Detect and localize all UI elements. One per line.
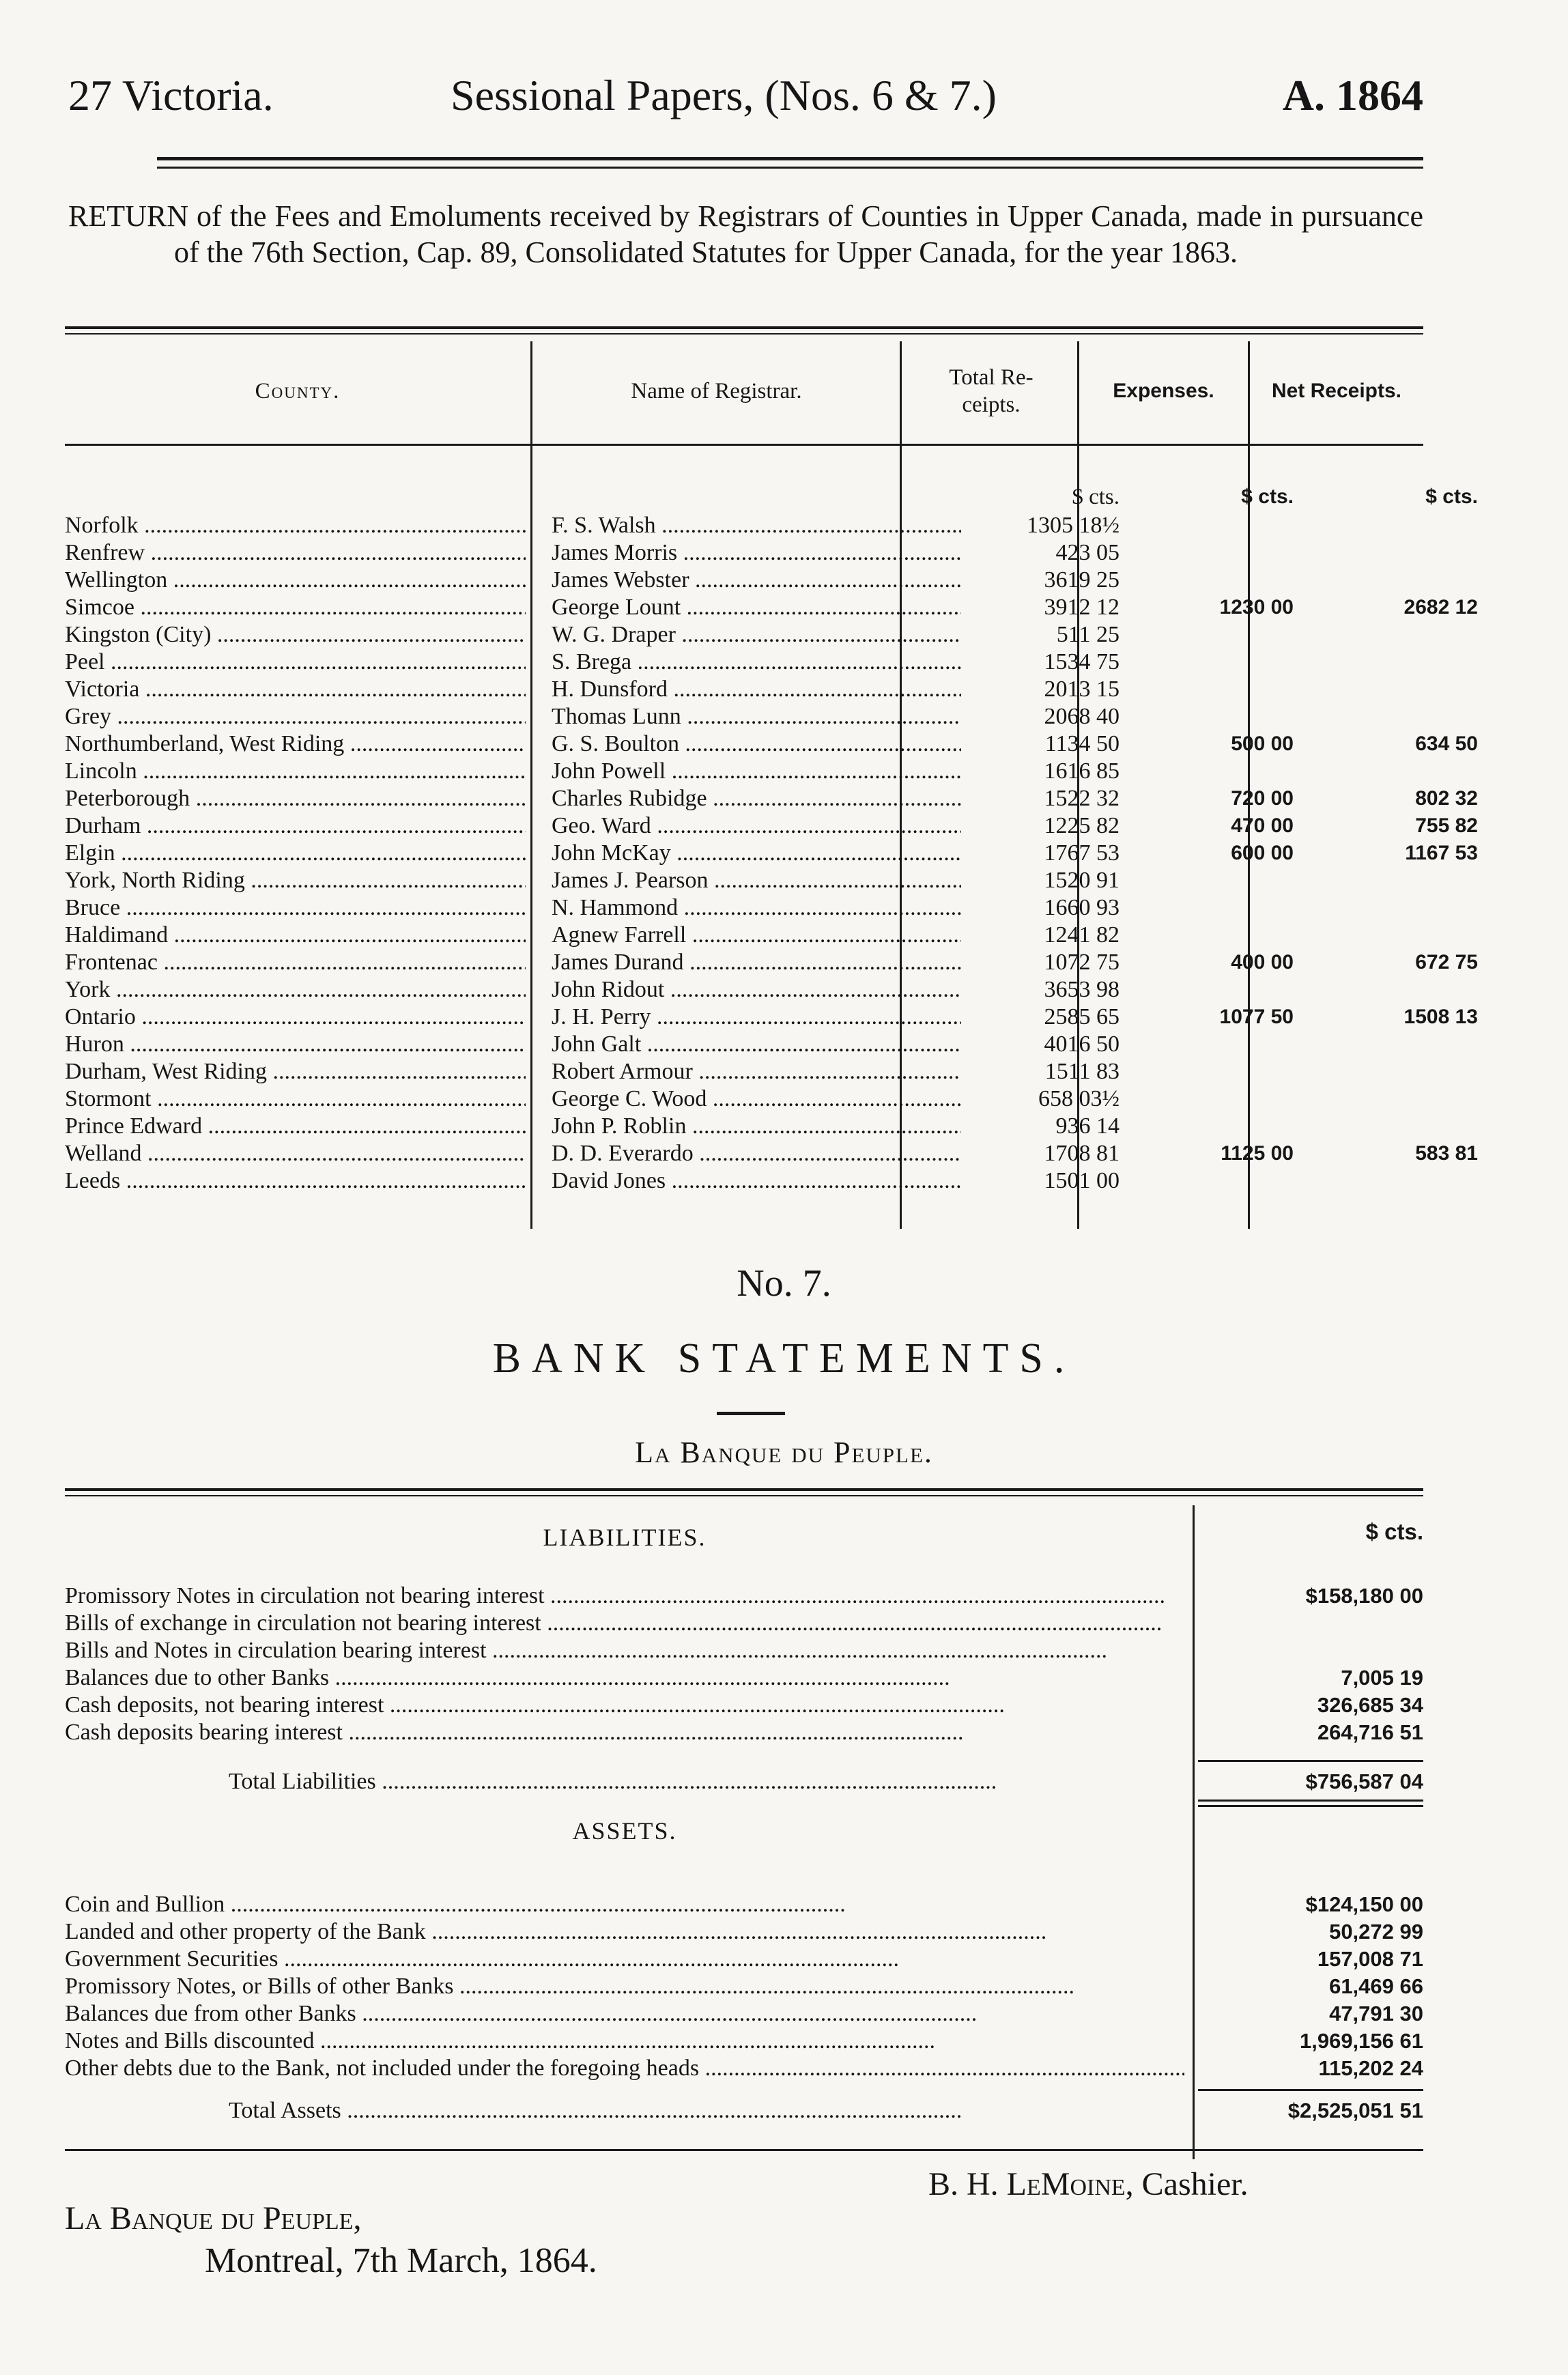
total-liabilities-label: Total Liabilities ..... [229, 1768, 1184, 1795]
statement-row [65, 1946, 1423, 1973]
table-row [65, 567, 1423, 594]
total-receipts-cell: 3912 12 [1044, 595, 1120, 620]
table-row [65, 976, 1423, 1004]
item-label: Cash deposits bearing interest ..... [65, 1719, 1184, 1746]
net-receipts-cell: 755 82 [1415, 814, 1478, 837]
item-label: Coin and Bullion ..... [65, 1891, 1184, 1918]
registrar-cell: F. S. Walsh ..... [552, 512, 961, 539]
registrar-cell: John P. Roblin ..... [552, 1113, 961, 1140]
bank-statement [65, 1488, 1423, 2150]
table-row [65, 1140, 1478, 1167]
assets-heading: ASSETS. [572, 1817, 677, 1845]
net-receipts-column-header: Net Receipts. [1271, 380, 1402, 402]
sum-rule [1198, 1800, 1423, 1802]
header-rule [157, 157, 1423, 160]
total-receipts-cell: 423 05 [1055, 540, 1120, 565]
registrar-cell: S. Brega ..... [552, 649, 961, 676]
section-title: BANK STATEMENTS. [492, 1335, 1076, 1382]
item-amount: $124,150 00 [1305, 1892, 1423, 1916]
total-receipts-column-header: Total Re-ceipts. [949, 365, 1034, 417]
registrar-cell: John Powell ..... [552, 758, 961, 785]
county-cell: Grey ..... [65, 703, 526, 730]
net-receipts-cell: 583 81 [1415, 1142, 1478, 1165]
total-receipts-cell: 1616 85 [1044, 758, 1120, 784]
total-receipts-cell: 1767 53 [1044, 840, 1120, 866]
table-row [65, 703, 1423, 730]
registrar-cell: George Lount ..... [552, 594, 961, 621]
total-receipts-cell: 4016 50 [1044, 1032, 1120, 1057]
total-receipts-cell: 1520 91 [1044, 868, 1120, 893]
table-row [65, 812, 1478, 840]
county-cell: Welland ..... [65, 1140, 526, 1167]
item-label: Cash deposits, not bearing interest ..... [65, 1692, 1184, 1719]
registrar-rows [65, 512, 1478, 1195]
registrar-cell: James Durand ..... [552, 949, 961, 976]
sum-rule [1198, 1760, 1423, 1762]
amount-units: $ cts. [1365, 1519, 1423, 1544]
net-receipts-cell: 1508 13 [1403, 1006, 1478, 1028]
cashier-signature [928, 2164, 1249, 2205]
section-number: No. 7. [737, 1262, 831, 1305]
registrar-cell: David Jones ..... [552, 1167, 961, 1195]
table-row [65, 1004, 1478, 1031]
county-cell: York ..... [65, 976, 526, 1004]
county-cell: Wellington ..... [65, 567, 526, 594]
table-row [65, 785, 1478, 812]
registrar-cell: George C. Wood ..... [552, 1085, 961, 1113]
statement-row [65, 2028, 1423, 2055]
header-rule [157, 167, 1423, 169]
table-row [65, 949, 1478, 976]
item-amount: 1,969,156 61 [1299, 2029, 1423, 2053]
registrar-cell: Robert Armour ..... [552, 1058, 961, 1085]
registrar-cell: J. H. Perry ..... [552, 1004, 961, 1031]
expenses-cell: 400 00 [1231, 951, 1294, 973]
registrar-cell: John Ridout ..... [552, 976, 961, 1004]
total-receipts-cell: 1134 50 [1044, 731, 1120, 756]
registrar-cell: James Webster ..... [552, 567, 961, 594]
expenses-cell: 1125 00 [1221, 1142, 1294, 1165]
total-assets-amount: $2,525,051 51 [1287, 2099, 1423, 2122]
expenses-units: $ cts. [1241, 485, 1294, 508]
net-receipts-cell: 672 75 [1415, 951, 1478, 973]
table-row [65, 840, 1478, 867]
item-label: Bills and Notes in circulation bearing interest ..... [65, 1637, 1184, 1664]
item-label: Promissory Notes, or Bills of other Banks ..... [65, 1973, 1184, 2000]
table-row [65, 1113, 1423, 1140]
county-cell: Durham, West Riding ..... [65, 1058, 526, 1085]
county-cell: Leeds ..... [65, 1167, 526, 1195]
table-row [65, 676, 1423, 703]
item-amount: 47,791 30 [1329, 2002, 1423, 2025]
statement-rule [65, 1488, 1423, 1491]
county-cell: Peel ..... [65, 649, 526, 676]
table-rule [65, 333, 1423, 335]
county-cell: York, North Riding ..... [65, 867, 526, 894]
title-dash [717, 1412, 785, 1415]
total-assets-row [65, 2097, 1423, 2124]
county-cell: Northumberland, West Riding ..... [65, 730, 526, 758]
sessional-papers-label: Sessional Papers, (Nos. 6 & 7.) [451, 71, 997, 119]
table-row [65, 621, 1423, 649]
statement-rule [65, 1495, 1423, 1496]
item-amount: 264,716 51 [1317, 1720, 1423, 1744]
statement-row [65, 2055, 1423, 2082]
table-row [65, 730, 1478, 758]
county-cell: Frontenac ..... [65, 949, 526, 976]
registrar-cell: Agnew Farrell ..... [552, 922, 961, 949]
item-label: Bills of exchange in circulation not bearing interest ..... [65, 1610, 1184, 1637]
item-label: Balances due to other Banks ..... [65, 1664, 1184, 1692]
expenses-cell: 720 00 [1231, 787, 1294, 810]
county-cell: Peterborough ..... [65, 785, 526, 812]
registrar-cell: Thomas Lunn ..... [552, 703, 961, 730]
total-receipts-cell: 1501 00 [1044, 1168, 1120, 1193]
total-receipts-cell: 1522 32 [1044, 786, 1120, 811]
county-cell: Haldimand ..... [65, 922, 526, 949]
sum-rule [1198, 2089, 1423, 2091]
total-receipts-cell: 1225 82 [1044, 813, 1120, 838]
registrar-cell: James J. Pearson ..... [552, 867, 961, 894]
table-row [65, 1085, 1423, 1113]
registrar-cell: D. D. Everardo ..... [552, 1140, 961, 1167]
expenses-cell: 1077 50 [1219, 1006, 1294, 1028]
item-label: Government Securities ..... [65, 1946, 1184, 1973]
net-receipts-cell: 802 32 [1415, 787, 1478, 810]
county-column-header: County. [255, 379, 341, 403]
table-row [65, 539, 1423, 567]
item-amount: 7,005 19 [1341, 1666, 1423, 1690]
total-receipts-cell: 1072 75 [1044, 950, 1120, 975]
total-receipts-cell: 3619 25 [1044, 567, 1120, 593]
item-amount: 115,202 24 [1318, 2056, 1423, 2080]
registrar-cell: John Galt ..... [552, 1031, 961, 1058]
total-receipts-cell: 936 14 [1055, 1113, 1120, 1139]
registrar-cell: James Morris ..... [552, 539, 961, 567]
table-row [65, 1167, 1423, 1195]
registrar-cell: Geo. Ward ..... [552, 812, 961, 840]
item-amount: 61,469 66 [1329, 1974, 1423, 1998]
total-receipts-cell: 1534 75 [1044, 649, 1120, 674]
signature-place-date: Montreal, 7th March, 1864. [205, 2241, 597, 2280]
registrar-cell: G. S. Boulton ..... [552, 730, 961, 758]
item-amount: 50,272 99 [1329, 1920, 1423, 1944]
statement-row [65, 1582, 1423, 1610]
sum-rule [1198, 1805, 1423, 1807]
registrar-cell: H. Dunsford ..... [552, 676, 961, 703]
table-row [65, 758, 1423, 785]
statement-row [65, 1891, 1423, 1918]
item-label: Other debts due to the Bank, not included under the foregoing heads ..... [65, 2055, 1184, 2082]
bank-name: La Banque du Peuple. [635, 1436, 933, 1469]
net-receipts-cell: 634 50 [1415, 733, 1478, 755]
net-receipts-cell: 1167 53 [1405, 842, 1478, 864]
table-row [65, 894, 1423, 922]
county-cell: Stormont ..... [65, 1085, 526, 1113]
county-cell: Norfolk ..... [65, 512, 526, 539]
statement-row [65, 1918, 1423, 1946]
cashier-name: B. H. LeMoine, [928, 2166, 1134, 2202]
total-units: $ cts. [1072, 485, 1120, 509]
county-cell: Kingston (City) ..... [65, 621, 526, 649]
total-receipts-cell: 1708 81 [1044, 1141, 1120, 1166]
expenses-cell: 500 00 [1231, 733, 1294, 755]
table-row [65, 1031, 1423, 1058]
table-rule [65, 326, 1423, 329]
total-receipts-cell: 658 03½ [1038, 1086, 1120, 1111]
statement-rule [65, 2149, 1423, 2151]
total-receipts-cell: 2013 15 [1044, 677, 1120, 702]
running-header [68, 68, 1423, 123]
table-rule [65, 444, 1423, 446]
volume-label: 27 Victoria. [68, 71, 274, 119]
item-label: Landed and other property of the Bank ..... [65, 1918, 1184, 1946]
statement-row [65, 1719, 1423, 1746]
county-cell: Durham ..... [65, 812, 526, 840]
county-cell: Elgin ..... [65, 840, 526, 867]
table-row [65, 512, 1423, 539]
county-cell: Lincoln ..... [65, 758, 526, 785]
county-cell: Prince Edward ..... [65, 1113, 526, 1140]
item-label: Notes and Bills discounted ..... [65, 2028, 1184, 2055]
registrars-table [65, 326, 1478, 1221]
statement-row [65, 1692, 1423, 1719]
registrar-column-header: Name of Registrar. [631, 379, 802, 403]
county-cell: Ontario ..... [65, 1004, 526, 1031]
table-row [65, 922, 1423, 949]
table-row [65, 594, 1478, 621]
liabilities-heading: LIABILITIES. [543, 1524, 707, 1551]
table-row [65, 649, 1423, 676]
net-receipts-cell: 2682 12 [1403, 596, 1478, 618]
cashier-title: Cashier. [1141, 2166, 1249, 2202]
total-receipts-cell: 1241 82 [1044, 922, 1120, 948]
registrar-cell: N. Hammond ..... [552, 894, 961, 922]
registrar-cell: Charles Rubidge ..... [552, 785, 961, 812]
year-label: A. 1864 [1282, 71, 1423, 119]
total-liabilities-amount: $756,587 04 [1305, 1769, 1423, 1793]
item-amount: 326,685 34 [1317, 1693, 1423, 1717]
registrar-cell: W. G. Draper ..... [552, 621, 961, 649]
registrar-cell: John McKay ..... [552, 840, 961, 867]
total-receipts-cell: 3653 98 [1044, 977, 1120, 1002]
total-receipts-cell: 1660 93 [1044, 895, 1120, 920]
statement-row [65, 2000, 1423, 2028]
county-cell: Bruce ..... [65, 894, 526, 922]
total-assets-label: Total Assets ..... [229, 2097, 1184, 2124]
county-cell: Victoria ..... [65, 676, 526, 703]
item-amount: $158,180 00 [1305, 1584, 1423, 1608]
net-units: $ cts. [1425, 485, 1478, 508]
statement-row [65, 1973, 1423, 2000]
statement-row [65, 1637, 1423, 1664]
expenses-cell: 600 00 [1231, 842, 1294, 864]
county-cell: Simcoe ..... [65, 594, 526, 621]
total-receipts-cell: 2585 65 [1044, 1004, 1120, 1029]
return-title: RETURN of the Fees and Emoluments received by Registrars of Counties in Upper Canada, made in pursuance of the 76th Section, Cap. 89, Consolidated Statutes for Upper Canada, for the year 1863. [68, 199, 1423, 269]
total-receipts-cell: 511 25 [1056, 622, 1120, 647]
signature-bank-name: La Banque du Peuple, [65, 2200, 362, 2236]
expenses-column-header: Expenses. [1113, 380, 1214, 402]
statement-row [65, 1664, 1423, 1692]
total-liabilities-row [65, 1768, 1423, 1795]
county-cell: Huron ..... [65, 1031, 526, 1058]
table-row [65, 1058, 1423, 1085]
table-row [65, 867, 1423, 894]
statement-row [65, 1610, 1423, 1637]
expenses-cell: 470 00 [1231, 814, 1294, 837]
item-amount: 157,008 71 [1317, 1947, 1423, 1971]
county-cell: Renfrew ..... [65, 539, 526, 567]
total-receipts-cell: 1511 83 [1044, 1059, 1120, 1084]
expenses-cell: 1230 00 [1219, 596, 1294, 618]
total-receipts-cell: 1305 18½ [1027, 513, 1120, 538]
total-receipts-cell: 2068 40 [1044, 704, 1120, 729]
item-label: Balances due from other Banks ..... [65, 2000, 1184, 2028]
item-label: Promissory Notes in circulation not bearing interest ..... [65, 1582, 1184, 1610]
